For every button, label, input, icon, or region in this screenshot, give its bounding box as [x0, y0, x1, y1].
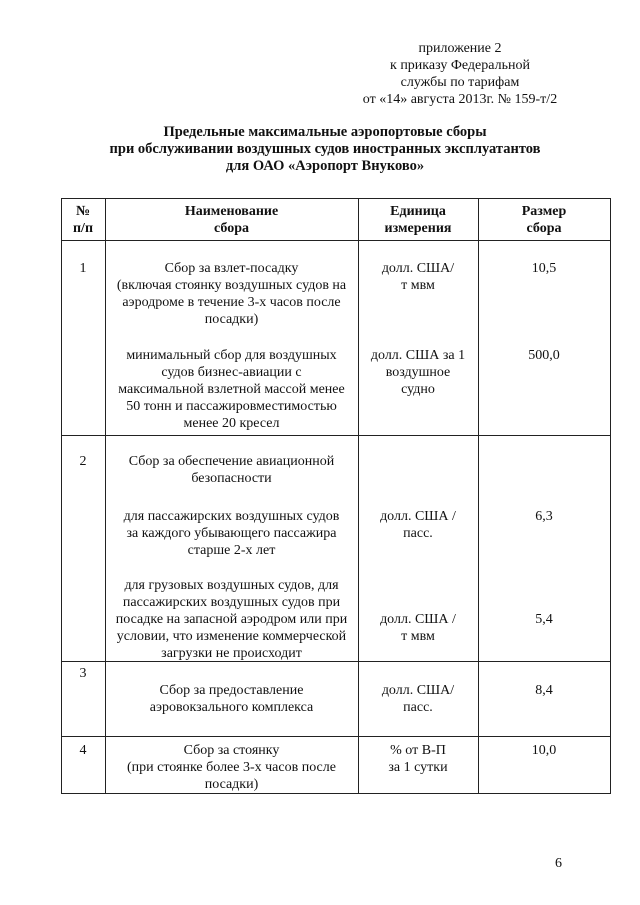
document-title [60, 124, 590, 175]
fees-table [61, 198, 611, 794]
header-text: № [75, 204, 91, 219]
fee-unit [358, 347, 478, 398]
title-line: при обслуживании воздушных судов иностранных эксплуатантов [109, 141, 541, 157]
fee-name-line: максимальной взлетной массой менее [118, 382, 345, 397]
table-rule [61, 736, 611, 737]
fee-unit-line: % от В-П [390, 743, 446, 758]
fee-unit-line: пасс. [403, 700, 433, 715]
header-size [478, 203, 610, 237]
fee-unit [358, 682, 478, 716]
table-rule [61, 793, 611, 794]
fee-unit-line: долл. США за 1 [370, 348, 466, 363]
row-number: 2 [79, 454, 87, 469]
appendix-line: от «14» августа 2013г. № 159-т/2 [362, 92, 558, 107]
page-number: 6 [555, 856, 562, 871]
fee-name-line: минимальный сбор для воздушных [126, 348, 337, 363]
fee-size: 10,0 [531, 743, 557, 758]
fee-name-line: Сбор за стоянку [183, 743, 280, 758]
fee-unit-line: т мвм [401, 629, 435, 644]
fee-name-line: старше 2-х лет [187, 543, 276, 558]
fee-name-line: (при стоянке более 3-х часов после [127, 760, 336, 775]
fee-unit-line: долл. США / [380, 612, 456, 627]
fee-name-line: посадке на запасной аэродром или при [115, 612, 348, 627]
fee-name-line: для пассажирских воздушных судов [123, 509, 340, 524]
header-unit [358, 203, 478, 237]
fee-unit-line: за 1 сутки [388, 760, 448, 775]
fee-name-line: условии, что изменение коммерческой [116, 629, 347, 644]
fee-name-line: за каждого убывающего пассажира [126, 526, 337, 541]
fee-name [105, 347, 358, 432]
appendix-line: к приказу Федеральной [390, 58, 530, 73]
fee-size: 8,4 [535, 683, 553, 698]
fee-unit [358, 260, 478, 294]
appendix-header [340, 40, 580, 108]
fee-name [105, 742, 358, 793]
table-rule [478, 198, 479, 794]
fee-name-line: загрузки не происходит [161, 646, 302, 661]
fee-unit-line: пасс. [403, 526, 433, 541]
fee-name-line: Сбор за взлет-посадку [164, 261, 299, 276]
row-number: 3 [79, 666, 87, 681]
fee-name [105, 508, 358, 559]
table-rule [61, 240, 611, 241]
fee-name-line: (включая стоянку воздушных судов на [116, 278, 347, 293]
fee-name-line: для грузовых воздушных судов, для [124, 578, 339, 593]
header-name [105, 203, 358, 237]
header-num [61, 203, 105, 237]
row-number: 4 [79, 743, 87, 758]
fee-unit-line: судно [401, 382, 435, 397]
fee-name-line: менее 20 кресел [183, 416, 280, 431]
fee-unit-line: долл. США/ [381, 261, 455, 276]
fee-name-line: судов бизнес-авиации с [161, 365, 302, 380]
fee-name-line: Сбор за обеспечение авиационной [128, 454, 335, 469]
fee-name [105, 577, 358, 662]
fee-name [105, 682, 358, 716]
fee-unit-line: долл. США/ [381, 683, 455, 698]
header-text: Единица [390, 204, 446, 219]
fee-size: 6,3 [535, 509, 553, 524]
fee-size: 500,0 [528, 348, 560, 363]
fee-unit [358, 611, 478, 645]
fee-name-line: 50 тонн и пассажировместимостью [126, 399, 337, 414]
fee-name-line: пассажирских воздушных судов при [122, 595, 341, 610]
fee-name-line: Сбор за предоставление [159, 683, 304, 698]
fee-name [105, 260, 358, 328]
fee-unit-line: воздушное [385, 365, 451, 380]
table-rule [61, 198, 62, 794]
header-text: сбора [214, 221, 249, 236]
title-line: Предельные максимальные аэропортовые сборы [163, 124, 487, 140]
header-text: сбора [526, 221, 562, 236]
table-rule [610, 198, 611, 794]
header-text: п/п [72, 221, 94, 236]
fee-unit-line: т мвм [401, 278, 435, 293]
title-line: для ОАО «Аэропорт Внуково» [225, 158, 425, 174]
header-text: измерения [384, 221, 452, 236]
fee-name-line: безопасности [191, 471, 272, 486]
appendix-line: службы по тарифам [400, 75, 520, 90]
fee-name-line: аэродроме в течение 3-х часов после [122, 295, 341, 310]
fee-size: 10,5 [531, 261, 557, 276]
header-text: Размер [521, 204, 567, 219]
fee-name [105, 453, 358, 487]
table-rule [61, 435, 611, 436]
row-number: 1 [79, 261, 87, 276]
fee-unit [358, 508, 478, 542]
fee-name-line: аэровокзального комплекса [149, 700, 314, 715]
table-rule [61, 198, 611, 199]
fee-name-line: посадки) [204, 312, 259, 327]
fee-unit-line: долл. США / [380, 509, 456, 524]
fee-unit [358, 742, 478, 776]
appendix-line: приложение 2 [418, 41, 502, 56]
fee-name-line: посадки) [204, 777, 259, 792]
header-text: Наименование [184, 204, 279, 219]
fee-size: 5,4 [535, 612, 553, 627]
